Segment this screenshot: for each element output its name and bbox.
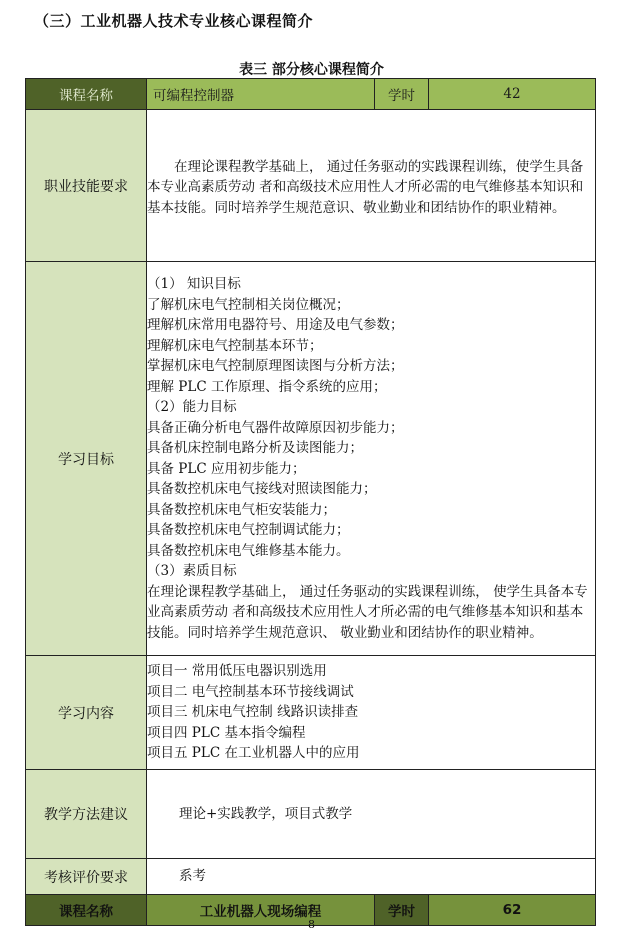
content-item: 项目二 电气控制基本环节接线调试 bbox=[147, 683, 354, 700]
table-title: 表三 部分核心课程简介 bbox=[239, 62, 384, 78]
course-name-label: 课程名称 bbox=[26, 79, 147, 110]
content-list bbox=[147, 656, 596, 770]
goals-line: 具备数控机床电气维修基本能力。 bbox=[147, 542, 350, 559]
course-table bbox=[25, 78, 596, 926]
goals-line: （1） 知识目标 bbox=[147, 276, 241, 292]
content-item: 项目五 PLC 在工业机器人中的应用 bbox=[147, 745, 360, 762]
page-number: 8 bbox=[308, 918, 315, 931]
assessment-label: 考核评价要求 bbox=[26, 859, 147, 895]
goals-row bbox=[26, 262, 596, 656]
method-text: 理论+实践教学，项目式教学 bbox=[147, 770, 596, 859]
goals-line: （3）素质目标 bbox=[147, 563, 237, 579]
content-item: 项目四 PLC 基本指令编程 bbox=[147, 724, 306, 741]
goals-line: 具备数控机床电气柜安装能力； bbox=[147, 501, 336, 518]
goals-line: 理解机床电气控制基本环节； bbox=[147, 337, 323, 354]
goals-line: 具备机床控制电路分析及读图能力； bbox=[147, 440, 363, 456]
course-header-row bbox=[26, 79, 596, 110]
assessment-text: 系考 bbox=[147, 859, 596, 895]
goals-line: 具备正确分析电气器件故障原因初步能力； bbox=[147, 419, 404, 436]
skills-row bbox=[26, 110, 596, 262]
goals-line: 具备 PLC 应用初步能力； bbox=[147, 460, 306, 477]
course-name-value: 可编程控制器 bbox=[147, 79, 375, 110]
skills-text bbox=[147, 110, 596, 262]
method-row bbox=[26, 770, 596, 859]
content-item: 项目三 机床电气控制 线路识读排查 bbox=[147, 704, 359, 721]
content-row bbox=[26, 656, 596, 770]
section-title: （三）工业机器人技术专业核心课程简介 bbox=[34, 12, 314, 30]
content-label: 学习内容 bbox=[26, 656, 147, 770]
next-course-name-value: 工业机器人现场编程 bbox=[147, 895, 375, 926]
content-item: 项目一 常用低压电器识别选用 bbox=[147, 663, 327, 680]
skills-label: 职业技能要求 bbox=[26, 110, 147, 262]
next-hours-value: 62 bbox=[429, 895, 596, 926]
assessment-row bbox=[26, 859, 596, 895]
goals-label: 学习目标 bbox=[26, 262, 147, 656]
goals-line: （2）能力目标 bbox=[147, 399, 237, 415]
next-course-name-label: 课程名称 bbox=[26, 895, 147, 926]
hours-label: 学时 bbox=[375, 79, 429, 110]
goals-line: 理解机床常用电器符号、用途及电气参数； bbox=[147, 317, 404, 333]
skills-paragraph: 在理论课程教学基础上， 通过任务驱动的实践课程训练，使学生具备本专业高素质劳动 者和高级技术应用性人才所必需的电气维修基本知识和基本技能。同时培养学生规范意识、敬业勤业和团结协作的职业精神。 bbox=[147, 158, 584, 216]
goals-line: 在理论课程教学基础上， 通过任务驱动的实践课程训练， 使学生具备本专业高素质劳动 者和高级技术应用性人才所必需的电气维修基本知识和基本技能。同时培养学生规范意识、 敬业勤业和团结协作的职业精神。 bbox=[147, 583, 588, 641]
goals-line: 掌握机床电气控制原理图读图与分析方法； bbox=[147, 358, 404, 374]
goals-line: 理解 PLC 工作原理、指令系统的应用； bbox=[147, 378, 387, 395]
method-label: 教学方法建议 bbox=[26, 770, 147, 859]
goals-line: 具备数控机床电气接线对照读图能力； bbox=[147, 481, 377, 497]
goals-line: 了解机床电气控制相关岗位概况； bbox=[147, 296, 350, 313]
next-hours-label: 学时 bbox=[375, 895, 429, 926]
goals-list bbox=[147, 262, 596, 656]
goals-line: 具备数控机床电气控制调试能力； bbox=[147, 522, 350, 538]
hours-value: 42 bbox=[429, 79, 596, 110]
